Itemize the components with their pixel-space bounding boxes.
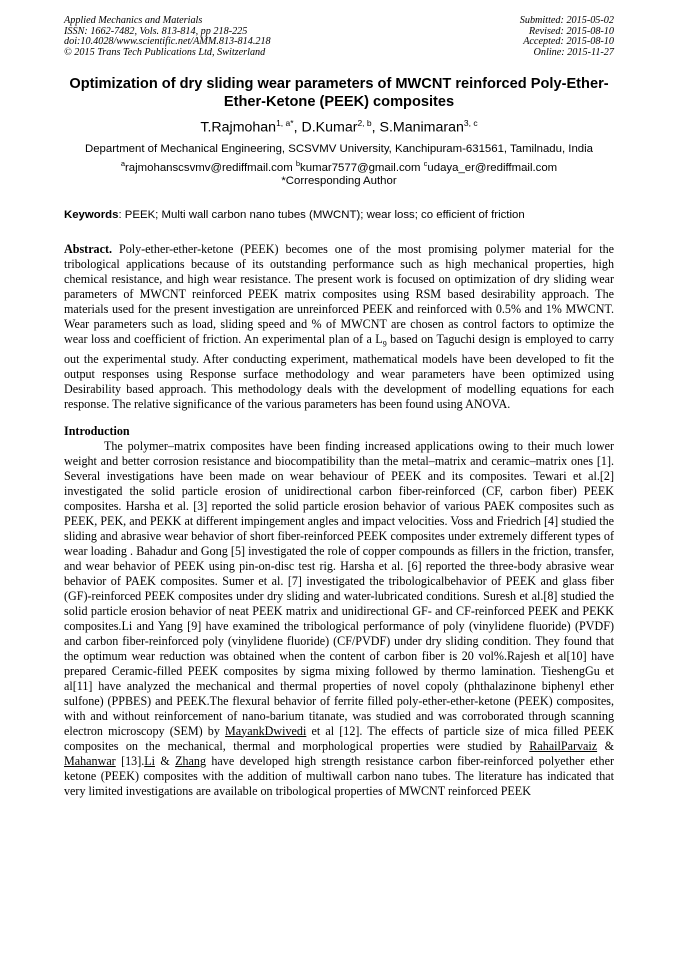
journal-info — [64, 16, 271, 58]
email-superscript: c — [423, 158, 428, 168]
date-submitted: Submitted: 2015-05-02 — [519, 15, 614, 26]
author-name: S.Manimaran — [379, 120, 464, 137]
introduction-paragraph — [64, 439, 614, 799]
intro-text: have developed high strength resistance carbon fiber-reinforced polyether ether ketone (PEEK) composites with the addition of multiwall carbon nano tubes. The literature has indicated that very limited investigations are available on tribological properties of MWCNT reinforced PEEK — [64, 753, 614, 798]
abstract-label: Abstract. — [64, 242, 113, 257]
section-heading: Introduction — [64, 423, 130, 438]
author-link[interactable]: MayankDwivedi — [225, 723, 307, 738]
author-superscript: 1, a* — [276, 118, 294, 129]
abstract-subscript: 9 — [382, 339, 387, 349]
author-superscript: 3, c — [463, 118, 478, 129]
email: udaya_er@rediffmail.com — [427, 161, 558, 174]
publication-dates — [520, 16, 614, 58]
email-superscript: a — [120, 158, 125, 168]
journal-issn: ISSN: 1662-7482, Vols. 813-814, pp 218-225 — [64, 25, 248, 37]
email: rajmohanscsvmv@rediffmail.com — [125, 161, 293, 174]
abstract-paragraph — [64, 242, 614, 411]
journal-header — [64, 16, 614, 58]
intro-text: [13]. — [115, 753, 145, 768]
date-revised: Revised: 2015-08-10 — [528, 25, 614, 37]
author-name: T.Rajmohan — [200, 120, 277, 137]
paper-title: Optimization of dry sliding wear parameters of MWCNT reinforced Poly-Ether-Ether-Ketone (PEEK) composites — [69, 76, 609, 111]
author-link[interactable]: Zhang — [175, 753, 207, 768]
abstract-text: Poly-ether-ether-ketone (PEEK) becomes one of the most promising polymer material for the tribological applications because of its outstanding performance such as high mechanical properties, high chemical resistance, and high wear resistance. The present work is focused on optimization of dry sliding wear parameters of MWCNT reinforced PEEK matrix composites using RSM based desirability approach. The materials used for the present investigation are unreinforced PEEK and reinforced with 0.5% and 1% MWCNT. Wear parameters such as load, sliding speed and % of MWCNT are chosen as control factors to optimize the wear loss and coefficient of friction. An experimental plan of a L — [64, 242, 614, 347]
keywords-text: : PEEK; Multi wall carbon nano tubes (MWCNT); wear loss; co efficient of friction — [118, 209, 525, 222]
journal-copyright: © 2015 Trans Tech Publications Ltd, Switzerland — [64, 46, 266, 58]
keywords-line — [64, 209, 614, 221]
intro-text: et al [12]. The effects of particle size of mica filled PEEK composites on the mechanical, thermal and morphological properties were studied by — [64, 723, 614, 753]
author-link[interactable]: Mahanwar — [64, 753, 116, 768]
author-link[interactable]: RahailParvaiz — [529, 738, 598, 753]
author-superscript: 2, b — [357, 118, 372, 129]
email: kumar7577@gmail.com — [300, 161, 421, 174]
date-accepted: Accepted: 2015-08-10 — [523, 36, 614, 48]
abstract-text-cont: based on Taguchi design is employed to carry out the experimental study. After conducting experiment, mathematical models have been developed to fit the output responses using Response surface methodology and wear parameters have been optimized using Desirability based approach. This methodology deals with the development of modelling equations for each response. The relative significance of the various parameters has been found using ANOVA. — [64, 332, 614, 411]
date-online: Online: 2015-11-27 — [533, 46, 614, 58]
author-link[interactable]: Li — [144, 753, 155, 768]
journal-doi: doi:10.4028/www.scientific.net/AMM.813-814.218 — [64, 36, 271, 48]
keywords-label: Keywords — [64, 209, 119, 222]
author-name: D.Kumar — [301, 120, 358, 137]
email-list — [64, 157, 614, 175]
author-list: T.Rajmohan$^{1, a*}$, D.Kumar$^{2, b}$, S.Manimaran$^{3, c}$ — [200, 118, 478, 137]
intro-text: The polymer–matrix composites have been finding increased applications owing to their much lower weight and better corrosion resistance and biocompatibility than the metal–matrix and ceramic–matrix ones [1]. Several investigations have been made on wear behaviour of PEEK and its composites. Tewari et al.[2] investigated the solid particle erosion of unidirectional carbon fiber-reinforced (CF, carbon fiber) PEEK composites. Harsha et al. [3] reported the solid particle erosion behavior of various PAEK composites such as PEEK, PEK, and PEKK at different impingement angles and impact velocities. Voss and Friedrich [4] studied the sliding and abrasive wear behavior of short fiber-reinforced PEEK composites under extremely different types of wear loading . Bahadur and Gong [5] investigated the role of copper compounds as fillers in the friction, transfer, and wear behavior of PEEK using pin-on-disc test rig. Harsha et al. [6] reported the three-body abrasive wear behavior of PAEK composites. Sumer et al. [7] investigated the tribologicalbehavior of PEEK and glass fiber (GF)-reinforced PEEK composites under dry sliding and water-lubricated conditions. Suresh et al.[8] studied the solid particle erosion behavior of neat PEEK matrix and unidirectional GF- and CF-reinforced PEEK and PEKK composites.Li and Yang [9] have examined the tribological performance of poly (vinylidene fluoride) (PVDF) and carbon fiber-reinforced poly (vinylidene fluoride) (CF/PVDF) under dry sliding condition. They found that the optimum wear reduction was obtained when the content of carbon fiber is 20 vol%.Rajesh et al[10] have prepared Ceramic-filled PEEK composites by sigma mixing followed by thermo lamination. TieshengGu et al[11] have analyzed the mechanical and thermal properties of novel copoly (phthalazinone biphenyl ether sulfone) (PPBES) and PEEK.The flexural behavior of ferrite filled poly-ether-ether-ketone (PEEK) composites, with and without reinforcement of nano-barium titanate, was studied and was corroborated through scanning electron microscopy (SEM) by — [64, 438, 614, 738]
journal-name: Applied Mechanics and Materials — [64, 15, 203, 26]
affiliation-block — [64, 143, 614, 188]
email-superscript: b — [295, 158, 301, 168]
intro-text: & — [597, 738, 614, 753]
affiliation: Department of Mechanical Engineering, SCSVMV University, Kanchipuram-631561, Tamilnadu, India — [85, 143, 593, 156]
corresponding-author: *Corresponding Author — [281, 174, 397, 187]
intro-text: & — [155, 753, 176, 768]
